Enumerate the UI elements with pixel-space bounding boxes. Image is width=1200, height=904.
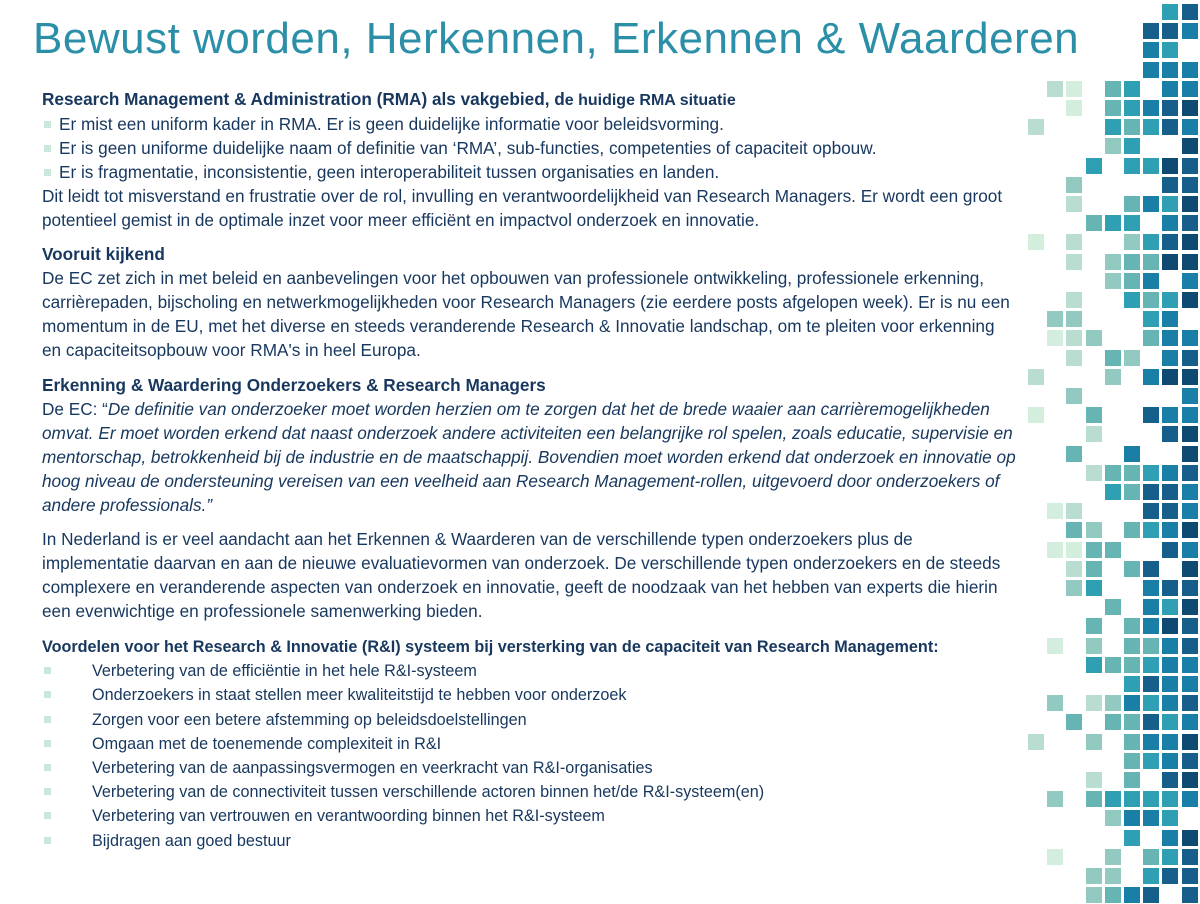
section-heading bbox=[42, 88, 1017, 113]
slide-body bbox=[42, 88, 1017, 853]
list-item: Er is geen uniforme duidelijke naam of definitie van ‘RMA’, sub-functies, competenties of capaciteit opbouw. bbox=[42, 137, 1017, 161]
benefits-list bbox=[42, 659, 1017, 853]
list-item: Verbetering van de efficiëntie in het hele R&I-systeem bbox=[42, 659, 1017, 683]
list-item: Omgaan met de toenemende complexiteit in R&I bbox=[42, 732, 1017, 756]
list-item: Verbetering van de connectiviteit tussen verschillende actoren binnen het/de R&I-systeem(en) bbox=[42, 780, 1017, 804]
list-item: Zorgen voor een betere afstemming op beleidsdoelstellingen bbox=[42, 708, 1017, 732]
section-netherlands bbox=[42, 528, 1017, 624]
heading-main: Research Management & Administration (RMA) als vakgebied, d bbox=[42, 89, 565, 109]
quote-lead: De EC: “ bbox=[42, 398, 108, 419]
list-item: Verbetering van vertrouwen en verantwoording binnen het R&I-systeem bbox=[42, 804, 1017, 828]
section-recognition bbox=[42, 374, 1017, 517]
section-benefits bbox=[42, 635, 1017, 853]
ec-quote bbox=[42, 398, 1017, 518]
list-item: Er is fragmentatie, inconsistentie, geen interoperabiliteit tussen organisaties en landen. bbox=[42, 161, 1017, 185]
issue-list bbox=[42, 113, 1017, 185]
heading-small: e huidige RMA situatie bbox=[564, 92, 736, 109]
list-item: Verbetering van de aanpassingsvermogen en veerkracht van R&I-organisaties bbox=[42, 756, 1017, 780]
section-paragraph: Dit leidt tot misverstand en frustratie over de rol, invulling en verantwoordelijkheid van Research Managers. Er wordt een groot potentieel gemist in de optimale inzet voor meer efficiënt en impactvol onderzoek en innovatie. bbox=[42, 185, 1003, 230]
section-paragraph: In Nederland is er veel aandacht aan het Erkennen & Waarderen van de verschillende typen onderzoekers plus de implementatie daarvan en aan de nieuwe evaluatievormen van onderzoek. De verschillende typen onderzoekers en de steeds complexere en veranderende aspecten van onderzoek en innovatie, geeft de noodzaak van het hebben van experts die hierin een evenwichtige en professionele samenwerking bieden. bbox=[42, 529, 1001, 622]
list-item: Bijdragen aan goed bestuur bbox=[42, 829, 1017, 853]
section-heading: Voordelen voor het Research & Innovatie (R&I) systeem bij versterking van de capaciteit van Research Management: bbox=[42, 638, 939, 657]
list-item: Er mist een uniform kader in RMA. Er is geen duidelijke informatie voor beleidsvorming. bbox=[42, 113, 1017, 137]
section-rma-current-situation bbox=[42, 88, 1017, 232]
list-item: Onderzoekers in staat stellen meer kwaliteitstijd te hebben voor onderzoek bbox=[42, 683, 1017, 707]
section-paragraph: De EC zet zich in met beleid en aanbevelingen voor het opbouwen van professionele ontwikkeling, professionele erkenning, carrièrepaden, bijscholing en netwerkmogelijkheden voor Research Managers (zie eerdere posts afgelopen week). Er is nu een momentum in de EU, met het diverse en steeds veranderende Research & Innovatie landschap, om te pleiten voor erkenning en capaciteitsopbouw voor RMA's in heel Europa. bbox=[42, 268, 1010, 361]
slide-title: Bewust worden, Herkennen, Erkennen & Waarderen bbox=[33, 14, 1080, 63]
section-heading: Vooruit kijkend bbox=[42, 244, 165, 265]
section-heading: Erkenning & Waardering Onderzoekers & Research Managers bbox=[42, 374, 546, 395]
section-looking-ahead bbox=[42, 243, 1017, 363]
quote-text: De definitie van onderzoeker moet worden herzien om te zorgen dat het de brede waaier aan carrièremogelijkheden omvat. Er moet worden erkend dat naast onderzoek andere activiteiten een belangrijke rol spelen, zoals educatie, supervisie en mentorschap, betrokkenheid bij de industrie en de maatschappij. Bovendien moet worden erkend dat onderzoek en innovatie op hoog niveau de ondersteuning vereisen van een veelheid aan Research Management-rollen, uitgevoerd door onderzoekers of andere professionals.” bbox=[42, 398, 1016, 515]
